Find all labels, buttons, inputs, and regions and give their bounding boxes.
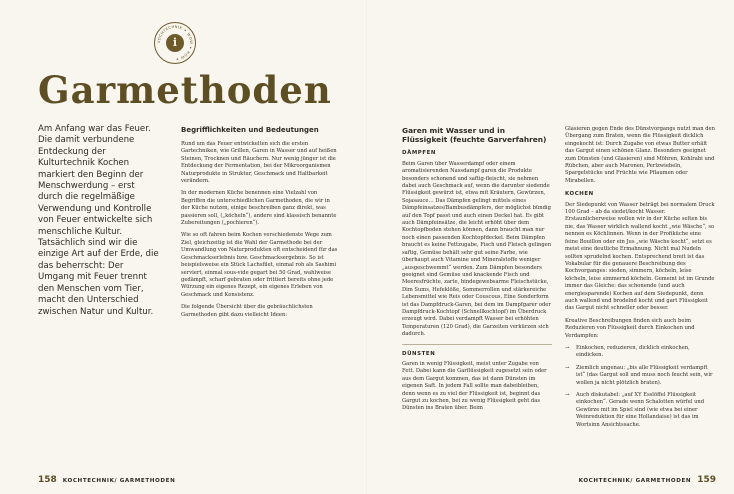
paragraph: Wie so oft fahren beim Kochen verschiedenste Wege zum Ziel, gleichzeitig ist die Wahl der Garmethode bei der Umwandlung von Naturprodukten oft entscheidend für das Geschmackserlebnis bzw. Geschmacksergebnis. So ist beispielsweise ein Stück Lachsfilet, einmal roh als Sashimi serviert, einmal sous-vide gegart bei 50 Grad, wahlweise gedämpft, scharf gebraten oder frittiert bereits ohne jede Würzung ein eigenes Rezept, ein eigenes Erleben von Geschmack und Konsistenz. — [181, 232, 338, 298]
footer-left — [38, 475, 175, 485]
list-item: → Ziemlich ungenau: „bis alle Flüssigkeit verdampft ist“ (das Gargut soll und muss noch feucht sein, wir wollen ja nicht plötzlich braten). — [565, 364, 713, 386]
footer-right — [579, 475, 716, 485]
paragraph: In der modernen Küche benennen eine Vielzahl von Begriffen die unterschiedlichen Garmethoden, die wir in der Küche nutzen, einige beschreiben ganz direkt, was passieren soll, („köcheln“), andere sind klassisch benannte Zubereitungen („pochieren“). — [181, 190, 337, 227]
paragraph: Glasieren gegen Ende des Dünstvorgangs nutzt man den Übergang zum Braten, wenn die Flüssigkeit dicklich eingekocht ist: Durch Zugabe von etwas Butter erhält das Gargut einen schönen Glanz. Besonders geeignet zum Dünsten (und Glasieren) sind Möhren, Kohlrabi und Rübchen, aber auch Maronen, Perlzwiebeln, Spargelstücke und Früchte wie Pflaumen oder Mirabellen. — [565, 126, 715, 184]
paragraph: Der Siedepunkt von Wasser beträgt bei normalem Druck 100 Grad – ab da siedet/kocht Wasser. Erstaunlicherweise wollen wir in der Küche selten bis nie, das Wasser wirklich wallend kocht „wie Wäsche“, so nennen es Köchlinnen. Wenn in der Profiküche eine feine Bouillon oder ein Jus „wie Wäsche kocht“, setzt es meist eine deutliche Ermahnung. Nicht mal Nudeln sollten sprudelnd kochen. Entsprechend breit ist das Vokabular für die genauere Beschreibung des Kochvorganges: sieden, simmern, köcheln, leise köcheln, leise simmernd köcheln. Gemeint ist im Grunde immer das Gleiche: das schonende (und auch energiesparende) Kochen auf dem Siedepunkt, denn auch wallend und brodelnd kocht und gart Flüssigkeit das Gargut nicht schneller oder besser. — [565, 201, 715, 312]
running-footer: KOCHTECHNIK/ GARMETHODEN — [62, 478, 176, 484]
arrow-right-icon: → — [565, 344, 570, 351]
paragraph: Kreative Beschreibungen finden sich auch beim Reduzieren von Flüssigkeit durch Einkochen und Verdampfen: — [565, 317, 695, 339]
paragraph: Die folgende Übersicht über die gebräuchlichsten Garmethoden gibt dazu vielleicht Ideen: — [181, 304, 313, 318]
column-begrifflichkeiten — [181, 126, 338, 324]
page-number: 159 — [697, 475, 716, 485]
arrow-right-icon: → — [565, 364, 570, 371]
section-heading: Garen mit Wasser und in Flüssigkeit (feuchte Garverfahren) — [402, 126, 547, 145]
list-item: → Einkochen, reduzieren, dicklich einkochen, eindicken. — [565, 344, 690, 359]
subsection-heading: DÄMPFEN — [402, 150, 437, 157]
info-icon: i — [166, 34, 184, 52]
list-item: → Auch diskutabel: „auf XY Esslöffel Flüssigkeit einkochen“. Gerade wenn Schalotten würfel und Gewürze mit im Spiel sind (wie etwa bei einer Weinreduktion für eine Hollandaise) ist das im Wortsinn Ansichtssache. — [565, 392, 705, 428]
paragraph: Garen in wenig Flüssigkeit, meist unter Zugabe von Fett. Dabei kann die Garflüssigkeit zugesetzt sein oder aus dem Gargut kommen, das ist dann Dünsten im eigenen Saft. In jedem Fall sollte man dabeibleiben, denn wenn es zu viel der Flüssigkeit ist, beginnt das Gargut zu kochen, bei zu wenig Flüssigkeit geht das Dünsten ins Braten über. Beim — [402, 360, 547, 412]
section-heading: Begrifflichkeiten und Bedeutungen — [181, 126, 319, 134]
kochtechnik-badge — [154, 22, 196, 64]
page-number: 158 — [38, 475, 57, 485]
column-kochen — [565, 126, 715, 434]
intro-text: Am Anfang war das Feuer. Die damit verbundene Entdeckung der Kulturtechnik Kochen markiert den Beginn der Menschwerdung – erst durch die regelmäßige Verwendung und Kontrolle von Feuer entwickelte sich menschliche Kultur. Tatsächlich sind wir die einzige Art auf der Erde, die das beherrscht: Der Umgang mit Feuer trennt den Menschen vom Tier, macht den Unterschied zwischen Natur und Kultur. — [38, 124, 159, 317]
reduction-list — [565, 345, 715, 429]
paragraph: Rund um das Feuer entwickelten sich die ersten Gartechniken, wie Grillen, Garen in Wasser und auf heißen Steinen, Trocknen und Räuchern. Nur wenig jünger ist die Entdeckung der Fermentation, bei der Mikroorganismen Naturprodukte in Struktur, Geschmack und Haltbarkeit verändern. — [181, 141, 337, 185]
book-gutter-shadow — [366, 0, 367, 494]
svg-text:KOCHTECHNIK ✦ WOW ✦ HOW ✦: KOCHTECHNIK ✦ WOW ✦ HOW ✦ — [156, 24, 194, 62]
page-title: Garmethoden — [38, 68, 332, 112]
arrow-right-icon: → — [565, 392, 570, 398]
subsection-heading: KOCHEN — [565, 191, 594, 198]
column-feuchte-garverfahren — [402, 126, 552, 418]
divider — [402, 344, 552, 345]
running-footer: KOCHTECHNIK/ GARMETHODEN — [578, 478, 692, 484]
subsection-heading: DÜNSTEN — [402, 350, 436, 357]
paragraph: Beim Garen über Wasserdampf oder einem aromatisierenden Nassdampf garen die Produkte besonders schonend und saftig-fleischt, sie nehmen dabei auch Geschmack auf, wenn die darunter siedende Flüssigkeit gewürzt ist, etwa mit Kräutern, Gewürzen, Sojasauce… Das Dämpfen gelingt mittels eines Dämpfeinsatzes/Bambusdämpfers, der möglichst bündig auf den Topf passt und auch einen Deckel hat. Es gibt auch Dämpfeinsätze, die leicht erhöht über dem Kochtopfboden stehen können, dann braucht man nur noch einen passenden Kochtopfdeckel. Beim Dämpfen braucht es keine Fettzugabe, Fisch und Fleisch gelingen saftig, Gemüse behält sehr gut seine Farbe, wie überhaupt auch Vitamine und Mineralstoffe weniger „ausgeschwemmt“ werden. Zum Dämpfen besonders geeignet sind Gemüse und knackende Fisch und Meeresfrüchte, zarte, bindegewebsarme Fleischstücke, Dim Sums, Hefeklöße, Sommerrollen und stärkereiche Lebensmittel wie Reis oder Couscous. Eine Sonderform ist das Dampfdruck-Garen, bei dem im Dampfgarer oder Dampfdruck-Kochtopf (Schnellkochtopf) im Überdruck erzeugt wird. Dabei verdampft Wasser bei erhöhten Temperaturen (120 Grad), die Garzeiten verkürzen sich dadurch. — [402, 160, 552, 338]
